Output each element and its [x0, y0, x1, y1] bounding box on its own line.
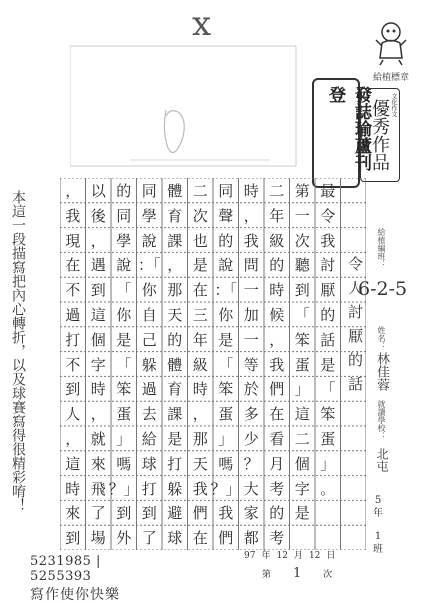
essay-char: 」 [294, 380, 310, 399]
footer-slogan: 寫作使你快樂 [30, 587, 120, 603]
essay-char: 蛋 [116, 405, 132, 424]
excellent-stamp-subtext: 文化作文 [390, 93, 397, 117]
essay-char: 的 [116, 181, 132, 200]
essay-char: 的 [269, 504, 285, 523]
essay-char: 年 [269, 206, 285, 225]
essay-char: 年 [192, 330, 208, 349]
essay-char: 育 [167, 206, 183, 225]
essay-char: 都 [243, 529, 259, 548]
essay-char: 你 [116, 305, 132, 324]
essay-char: 我 [320, 231, 336, 250]
essay-char: 考 [269, 479, 285, 498]
essay-char: 學 [116, 231, 132, 250]
essay-char: 令 [320, 206, 336, 225]
essay-char: 了 [141, 529, 157, 548]
essay-char: ？ [243, 454, 259, 473]
essay-char: ， [90, 231, 106, 250]
essay-char: 們 [218, 529, 234, 548]
essay-char: 那 [167, 281, 183, 300]
mascot-icon [368, 18, 414, 66]
essay-char: 是 [167, 429, 183, 448]
essay-char: 你 [141, 281, 157, 300]
essay-char: 「 [116, 355, 132, 374]
essay-char: 到 [294, 281, 310, 300]
essay-char: 蛋 [218, 405, 234, 424]
grade-class [370, 494, 386, 556]
essay-char: 最 [320, 181, 336, 200]
date-day-unit: 日 [326, 551, 336, 561]
essay-char: 」 [218, 429, 234, 448]
school-value: 北屯 [375, 448, 389, 472]
page-unit: 次 [323, 570, 333, 580]
essay-char: 二 [294, 429, 310, 448]
essay-char: 說 [116, 256, 132, 275]
essay-char: 嗎 [116, 454, 132, 473]
essay-char: 笨 [320, 405, 336, 424]
teacher-comment: 本這一段描寫把內心轉折，以及球賽寫得很精彩唷！ [10, 190, 26, 512]
essay-char: 到 [90, 281, 106, 300]
essay-char: 一 [243, 281, 259, 300]
essay-char: 次 [192, 206, 208, 225]
essay-char: 」 [320, 454, 336, 473]
essay-char: 蛋 [320, 429, 336, 448]
essay-char: 」 [116, 429, 132, 448]
essay-char: 笨 [218, 380, 234, 399]
essay-char: 二 [269, 181, 285, 200]
essay-char: 我 [65, 206, 81, 225]
essay-char: 時 [192, 380, 208, 399]
essay-char: 育 [167, 380, 183, 399]
essay-char: 在 [192, 529, 208, 548]
essay-char: 字 [294, 479, 310, 498]
pencil-doodle [70, 40, 300, 170]
essay-char: 課 [167, 231, 183, 250]
essay-char: 個 [294, 454, 310, 473]
essay-char: 聲 [218, 206, 234, 225]
essay-char: 到 [65, 529, 81, 548]
essay-char: 笨 [294, 330, 310, 349]
essay-char: 「 [320, 380, 336, 399]
essay-char: 們 [192, 504, 208, 523]
essay-char: ， [269, 330, 285, 349]
essay-char: 飛 [90, 479, 106, 498]
essay-char: 球 [141, 454, 157, 473]
essay-char: 說 [141, 231, 157, 250]
essay-char: 天 [167, 305, 183, 324]
essay-char: 的 [218, 231, 234, 250]
essay-char: 候 [269, 305, 285, 324]
essay-char: 討 [320, 256, 336, 275]
essay-char: 天 [192, 454, 208, 473]
essay-char: 是 [218, 330, 234, 349]
essay-char: ：「 [214, 281, 237, 300]
essay-char: 時 [243, 181, 259, 200]
essay-char: 己 [141, 330, 157, 349]
essay-char: 過 [65, 305, 81, 324]
essay-char: 是 [192, 256, 208, 275]
page-line [262, 566, 332, 581]
essay-char: 過 [141, 380, 157, 399]
essay-char: 學 [141, 206, 157, 225]
essay-char: 那 [192, 429, 208, 448]
page-prefix: 第 [262, 570, 272, 580]
essay-char: 來 [90, 454, 106, 473]
essay-char: 笨 [116, 380, 132, 399]
class-value: 6-2-5 [358, 278, 408, 300]
essay-char: 同 [141, 181, 157, 200]
excellent-stamp-text: 優秀作品 [369, 99, 390, 171]
essay-char: 第 [294, 181, 310, 200]
essay-char: ？」 [108, 479, 139, 498]
essay-char: 的 [167, 330, 183, 349]
essay-char: 體 [167, 355, 183, 374]
mascot-stamp [368, 18, 414, 83]
essay-char: 「 [116, 281, 132, 300]
essay-char: 三 [192, 305, 208, 324]
essay-char: 二 [192, 181, 208, 200]
essay-title: 令人討厭的話 [346, 256, 364, 400]
essay-char: 躲 [141, 355, 157, 374]
essay-char: 級 [269, 231, 285, 250]
essay-char: 課 [167, 405, 183, 424]
essay-char: 到 [65, 380, 81, 399]
essay-char: 是 [116, 330, 132, 349]
date-year-unit: 年 [261, 551, 271, 561]
essay-char: 次 [294, 231, 310, 250]
essay-char: 的 [320, 305, 336, 324]
essay-char: 遇 [90, 256, 106, 275]
grading-mark: x [192, 4, 212, 44]
essay-char: 說 [218, 256, 234, 275]
essay-char: 同 [218, 181, 234, 200]
essay-char: 體 [167, 181, 183, 200]
essay-char: 打 [65, 330, 81, 349]
publication-stamp [312, 78, 371, 188]
essay-char: 字 [90, 355, 106, 374]
grade-unit: 年 [373, 508, 383, 519]
essay-char: 來 [65, 504, 81, 523]
essay-char: 打 [167, 454, 183, 473]
essay-char: 月 [269, 454, 285, 473]
excellent-stamp [360, 88, 400, 182]
essay-char: 個 [90, 330, 106, 349]
essay-char: 不 [65, 281, 81, 300]
essay-char: 是 [320, 355, 336, 374]
essay-char: 到 [141, 504, 157, 523]
essay-char: 去 [141, 405, 157, 424]
class-unit: 班 [373, 544, 383, 555]
essay-char: 你 [218, 305, 234, 324]
essay-char: 躲 [167, 479, 183, 498]
essay-char: 大 [243, 479, 259, 498]
essay-char: ， [90, 405, 106, 424]
essay-char: 時 [90, 380, 106, 399]
essay-char: 外 [116, 529, 132, 548]
footer-phone: 5231985 | 5255393 [30, 554, 101, 584]
publication-stamp-text: 發誌瑜蘆刊登 [325, 86, 371, 171]
grader-stamp-label: 給植標章 [372, 73, 409, 83]
essay-char: 一 [243, 330, 259, 349]
essay-char: 也 [192, 231, 208, 250]
essay-char: 打 [141, 479, 157, 498]
essay-char: 「 [218, 355, 234, 374]
date-day: 12 [308, 551, 321, 561]
essay-char: 現 [65, 231, 81, 250]
essay-char: ：「 [137, 256, 161, 275]
essay-char: 家 [243, 504, 259, 523]
class-number: 1 [374, 531, 382, 542]
date-month: 12 [276, 551, 288, 561]
essay-char: 我 [243, 231, 259, 250]
footer-box [30, 554, 158, 603]
date-line [244, 548, 335, 561]
essay-char: ， [65, 181, 81, 200]
essay-char: ， [243, 206, 259, 225]
essay-char: 等 [243, 355, 259, 374]
essay-char: ， [192, 405, 208, 424]
essay-char: 給 [141, 429, 157, 448]
essay-char: 自 [141, 305, 157, 324]
essay-char: 蛋 [294, 355, 310, 374]
essay-char: 人 [65, 405, 81, 424]
essay-char: 。 [320, 479, 336, 498]
essay-char: 這 [90, 305, 106, 324]
essay-char: 避 [167, 504, 183, 523]
date-year: 97 [244, 551, 256, 561]
essay-char: 是 [294, 504, 310, 523]
essay-char: 不 [65, 355, 81, 374]
page-number: 1 [293, 566, 302, 581]
essay-char: 厭 [320, 281, 336, 300]
name-value: 林佳蓉 [374, 352, 389, 391]
essay-char: ， [65, 429, 81, 448]
essay-body [60, 178, 366, 550]
essay-char: 一 [294, 206, 310, 225]
essay-char: 我 [218, 504, 234, 523]
essay-char: 話 [320, 330, 336, 349]
essay-char: 在 [192, 281, 208, 300]
name-label: 姓名： [377, 326, 386, 350]
essay-char: 這 [65, 454, 81, 473]
essay-char: 在 [65, 256, 81, 275]
essay-char: 聽 [294, 256, 310, 275]
essay-char: 了 [90, 504, 106, 523]
essay-char: 少 [243, 429, 259, 448]
essay-char: 於 [243, 380, 259, 399]
essay-char: 嗎 [218, 454, 234, 473]
essay-char: ？」 [210, 479, 241, 498]
essay-char: 「 [294, 305, 310, 324]
essay-char: 以 [90, 181, 106, 200]
essay-char: 考 [269, 529, 285, 548]
essay-char: 在 [269, 405, 285, 424]
grade-value: 5 [374, 495, 382, 506]
essay-char: 就 [90, 429, 106, 448]
essay-char: 加 [243, 305, 259, 324]
essay-char: 多 [243, 405, 259, 424]
essay-char: 時 [269, 281, 285, 300]
essay-char: 們 [269, 380, 285, 399]
essay-char: 看 [269, 429, 285, 448]
essay-char: 後 [90, 206, 106, 225]
essay-char: 這 [294, 405, 310, 424]
class-label: 給植編班： [377, 228, 386, 268]
essay-char: 問 [243, 256, 259, 275]
date-month-unit: 月 [293, 551, 303, 561]
essay-char: 場 [90, 529, 106, 548]
essay-char: 到 [116, 504, 132, 523]
essay-char: 我 [192, 479, 208, 498]
essay-char: ， [167, 256, 183, 275]
essay-char: 同 [116, 206, 132, 225]
school-label: 就讀學校： [377, 400, 386, 440]
essay-char: 的 [269, 256, 285, 275]
essay-char: 時 [65, 479, 81, 498]
essay-char: 級 [192, 355, 208, 374]
essay-char: 球 [167, 529, 183, 548]
essay-char: 我 [269, 355, 285, 374]
